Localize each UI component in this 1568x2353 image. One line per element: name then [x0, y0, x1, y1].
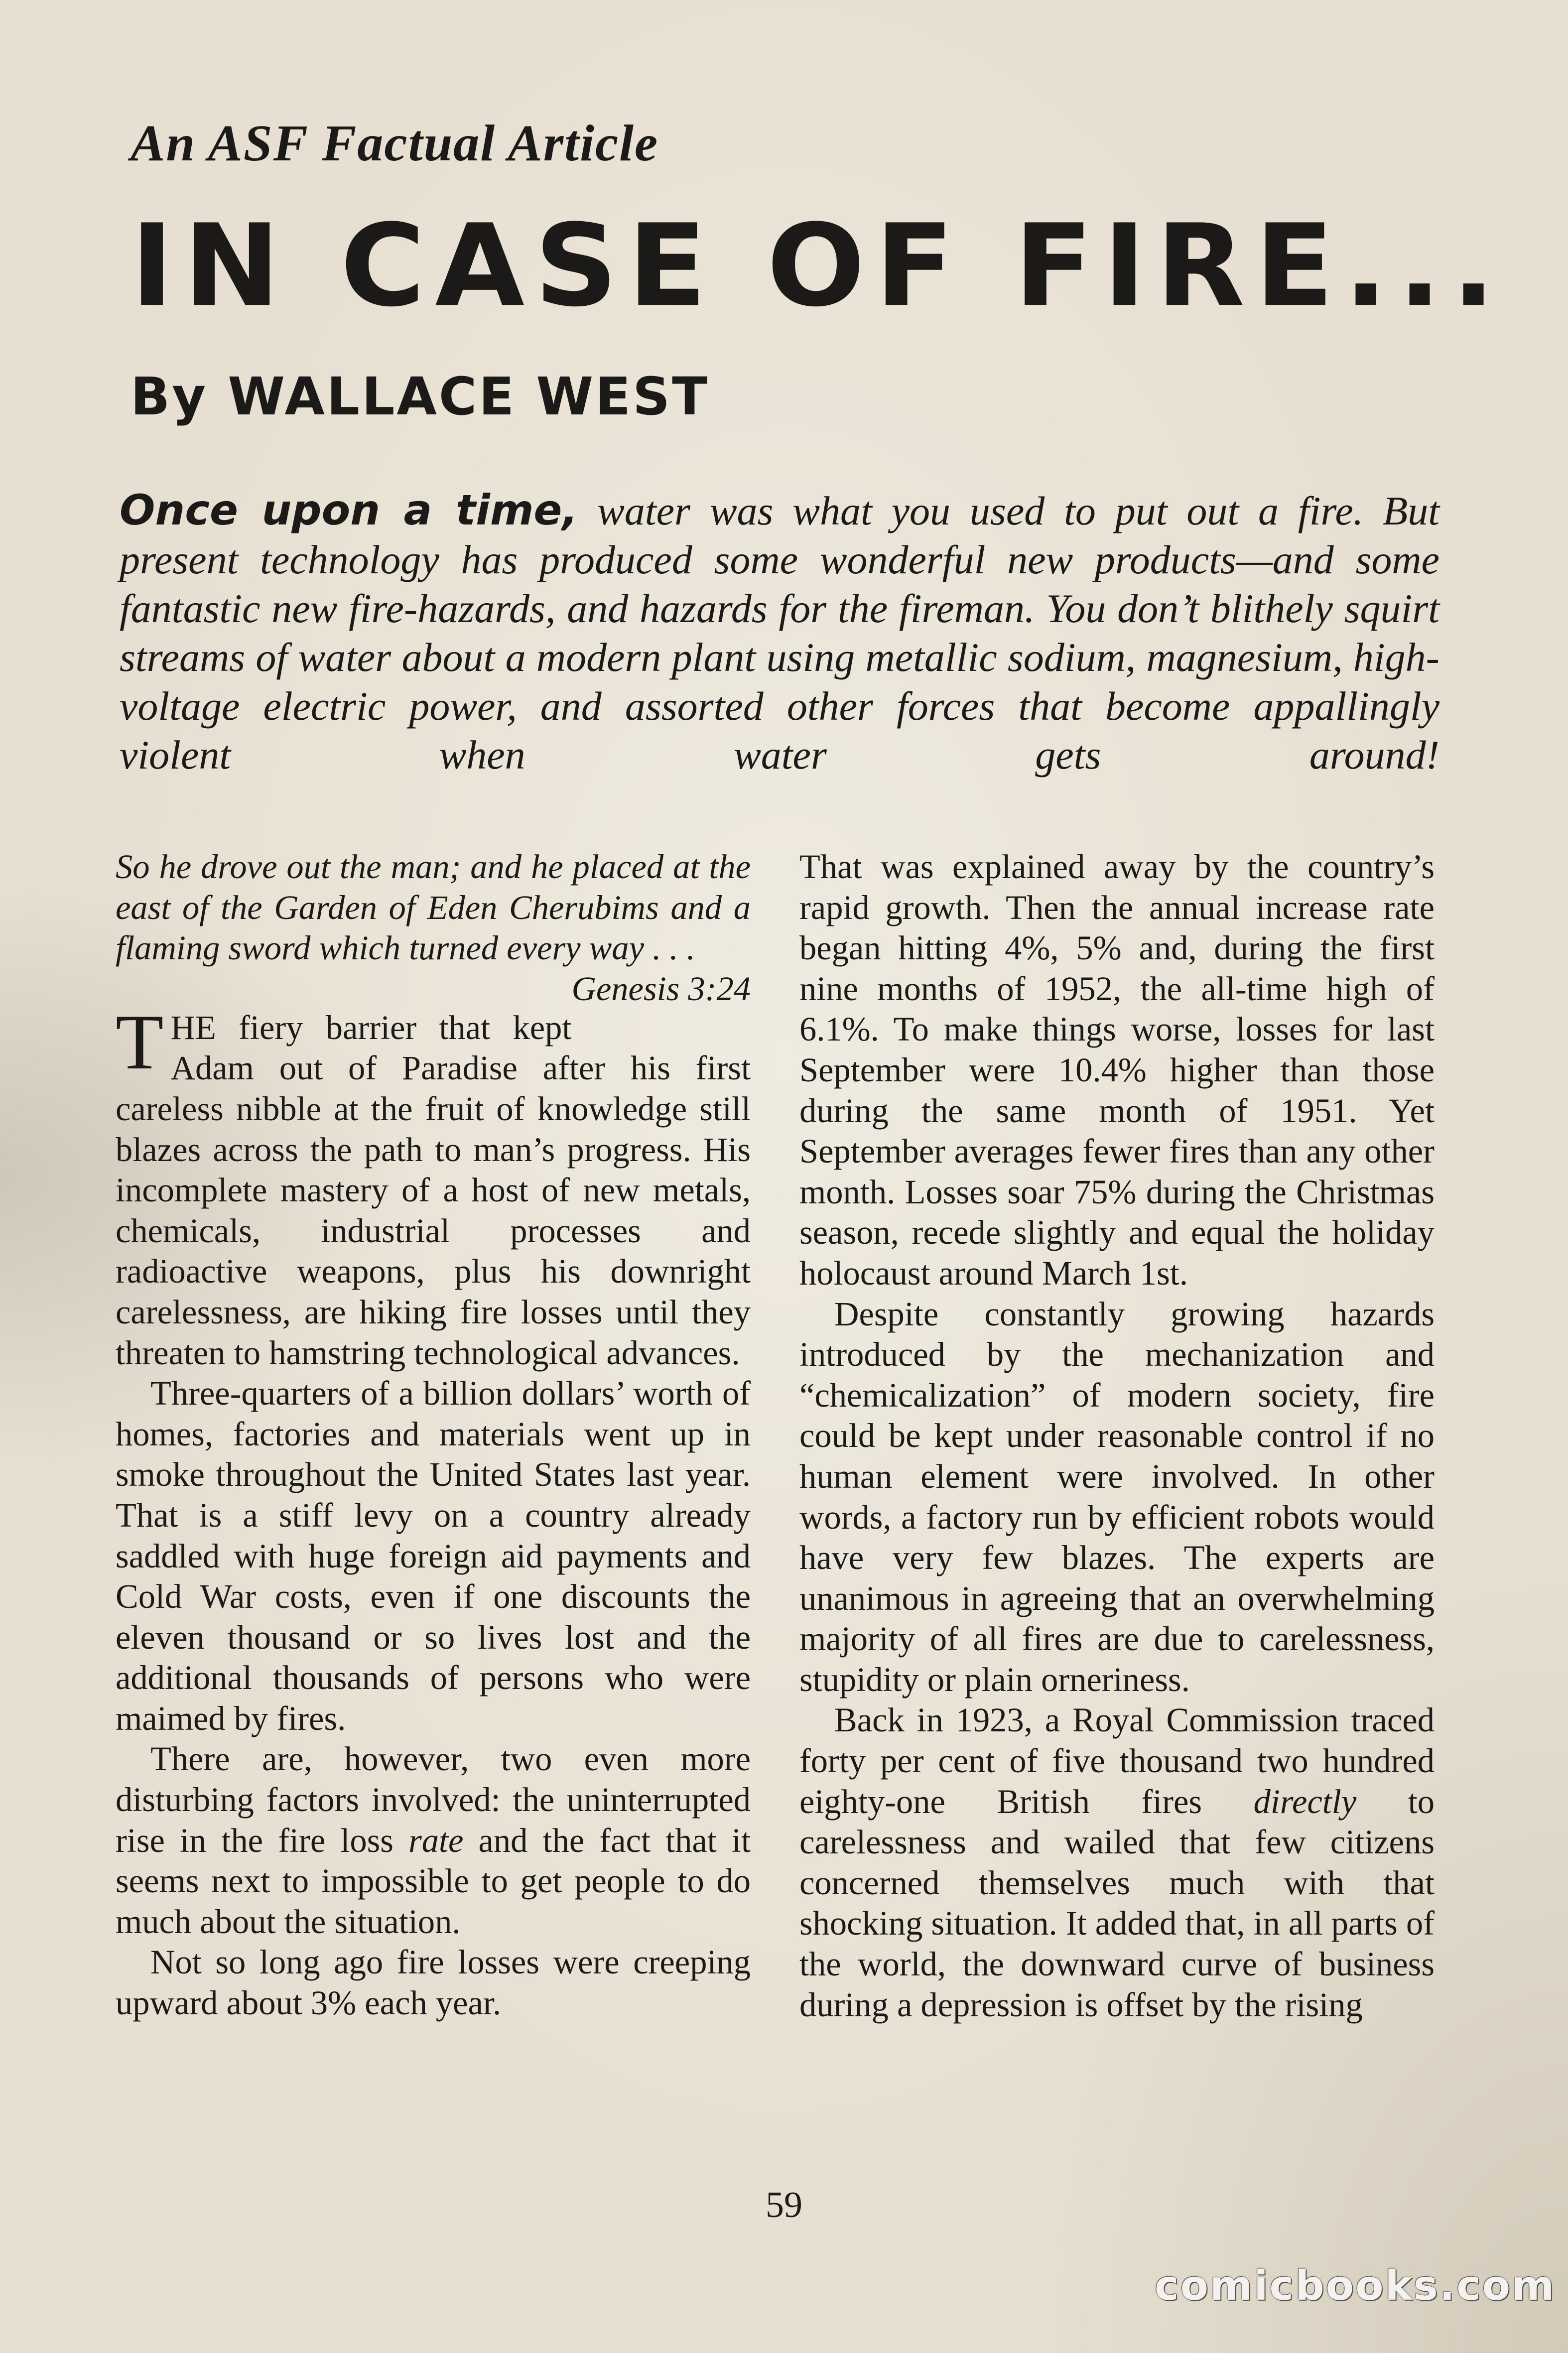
body-paragraph — [116, 998, 751, 1373]
body-paragraph: Three-quarters of a billion dollars’ worth of homes, factories and materials went up in smoke throughout the United States last year. That is a stiff levy on a country already saddled with huge foreign aid payments and Cold War costs, even if one discounts the eleven thousand or so lives lost and the additional thousands of persons who were maimed by fires. — [116, 1374, 751, 1737]
paragraph-text: Back in 1923, a Royal Commission traced forty per cent of five thousand two hundred eighty-one British fires — [799, 1701, 1435, 1821]
body-paragraph: Not so long ago fire losses were creeping upward about 3% each year. — [116, 1943, 751, 2022]
article-byline: By WALLACE WEST — [131, 366, 710, 427]
article-title: IN CASE OF FIRE... — [131, 200, 1506, 332]
left-column — [116, 847, 751, 2024]
paragraph-text: There are, however, two even more disturbing factors involved: the uninterrupted rise in the fire loss — [116, 1740, 751, 1859]
article-kicker: An ASF Factual Article — [131, 115, 659, 172]
body-paragraph — [799, 1700, 1435, 2025]
paragraph-text: HE fiery barrier that kept Adam out of Paradise after his first careless nibble at the fruit of knowledge still blazes across the path to man’s progress. His incomplete mastery of a host of new metals, chemicals, industrial processes and radioactive weapons, plus his downright carelessness, are hiking fire losses until they threaten to hamstring technological advances. — [116, 1008, 751, 1372]
intro-blurb — [120, 486, 1439, 780]
page-number: 59 — [766, 2185, 802, 2225]
epigraph-text: So he drove out the man; and he placed at the east of the Garden of Eden Cherubims and a flaming sword which turned every way . . . — [116, 848, 751, 967]
source-watermark: comicbooks.com — [1155, 2262, 1556, 2310]
right-column — [799, 847, 1435, 2025]
emphasis: rate — [408, 1821, 464, 1859]
paragraph-text: to carelessness and wailed that few citizens concerned themselves much with that shocking situation. It added that, in all parts of the world, the downward curve of business during a depression is offset by the rising — [799, 1782, 1435, 2024]
intro-lead: Once upon a time, — [120, 486, 578, 534]
body-paragraph: That was explained away by the country’s rapid growth. Then the annual increase rate began hitting 4%, 5% and, during the first nine months of 1952, the all-time high of 6.1%. To make things worse, losses for last September were 10.4% higher than those during the same month of 1951. Yet September averages fewer fires than any other month. Losses soar 75% during the Christmas season, recede slightly and equal the holiday holocaust around March 1st. — [799, 848, 1435, 1292]
body-paragraph — [116, 1739, 751, 1942]
epigraph-source: Genesis 3:24 — [571, 969, 751, 1008]
body-paragraph: Despite constantly growing hazards introduced by the mechanization and “chemicalization” of modern society, fire could be kept under reasonable control if no human element were involved. In other words, a factory run by efficient robots would have very few blazes. The experts are unanimous in agreeing that an overwhelming majority of all fires are due to carelessness, stupidity or plain orneriness. — [799, 1295, 1435, 1699]
drop-cap: T — [116, 998, 164, 1086]
paragraph-text: and the fact that it seems next to impossible to get people to do much about the situation. — [116, 1821, 751, 1941]
emphasis: directly — [1253, 1782, 1357, 1821]
intro-text: water was what you used to put out a fire. But present technology has produced some wonderful new products—and some fantastic new fire-hazards, and hazards for the fireman. You don’t blithely squirt streams of water about a modern plant using metallic sodium, magnesium, high-voltage electric power, and assorted other forces that become appallingly violent when water gets around! — [120, 488, 1439, 778]
epigraph — [116, 847, 751, 1008]
